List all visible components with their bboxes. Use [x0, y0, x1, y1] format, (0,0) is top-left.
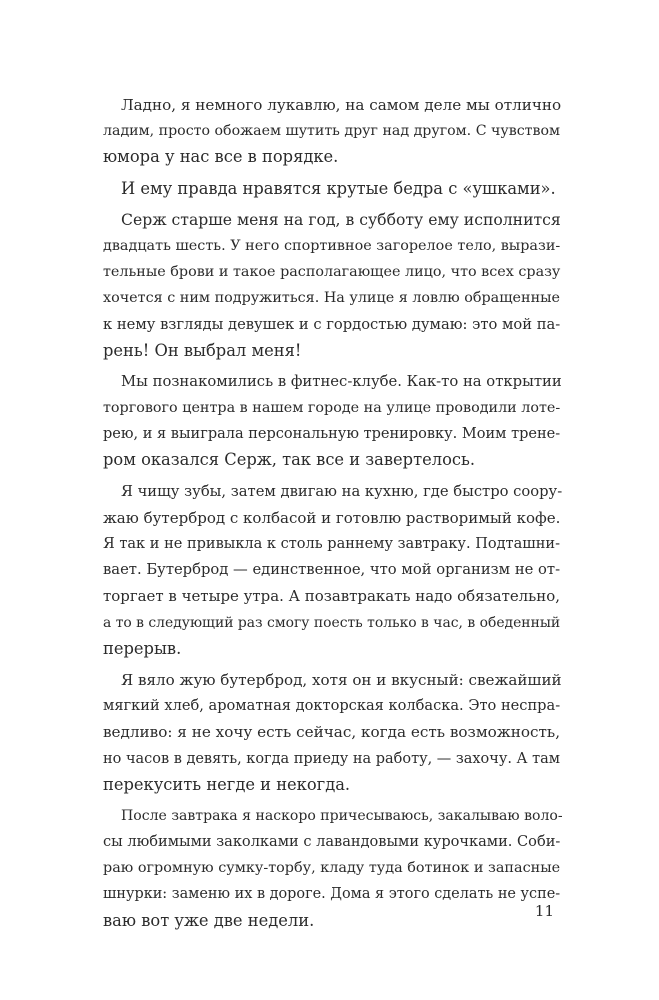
text-line: ваю вот уже две недели. — [103, 910, 315, 930]
text-line: двадцать шесть. У него спортивное загорелое тело, вырази- — [103, 237, 561, 254]
text-line: рею, и я выиграла персональную тренировку. Моим трене- — [103, 426, 561, 443]
text-line: вает. Бутерброд — единственное, что мой организм не от- — [103, 561, 561, 579]
text-line: к нему взгляды девушек и с гордостью думаю: это мой па- — [103, 315, 561, 333]
text-line: перекусить негде и некогда. — [103, 774, 351, 794]
text-line: хочется с ним подружиться. На улице я ловлю обращенные — [103, 290, 561, 307]
text-line: раю огромную сумку-торбу, кладу туда ботинок и запасные — [103, 860, 561, 877]
text-line: шнурки: заменю их в дороге. Дома я этого сделать не успе- — [103, 886, 561, 903]
text-line: тельные брови и такое располагающее лицо, что всех сразу — [103, 264, 561, 281]
text-line: а то в следующий раз смогу поесть только в час, в обеденный — [103, 614, 561, 631]
page-number: 11 — [534, 902, 554, 920]
text-line: но часов в девять, когда приеду на работу, — захочу. А там — [103, 750, 560, 767]
text-line: сы любимыми заколками с лавандовыми курочками. Соби- — [103, 833, 561, 851]
paragraph — [103, 369, 560, 474]
text-line: Мы познакомились в фитнес-клубе. Как-то на открытии — [121, 372, 562, 390]
text-line: торгового центра в нашем городе на улице проводили лоте- — [103, 400, 561, 417]
paragraph — [103, 176, 560, 202]
paragraph — [103, 207, 560, 364]
text-line: рень! Он выбрал меня! — [103, 340, 302, 360]
text-line: После завтрака я наскоро причесываюсь, закалываю воло- — [121, 807, 563, 824]
text-line: юмора у нас все в порядке. — [103, 147, 339, 167]
paragraph — [103, 667, 560, 798]
paragraph — [103, 479, 563, 662]
text-line: Я вяло жую бутерброд, хотя он и вкусный: свежайший — [121, 670, 562, 689]
text-line: ладим, просто обожаем шутить друг над другом. С чувством — [103, 123, 561, 140]
paragraph — [103, 92, 560, 171]
body-text — [103, 92, 563, 934]
text-line: Серж старше меня на год, в субботу ему исполнится — [121, 209, 561, 229]
text-line: жаю бутерброд с колбасой и готовлю растворимый кофе. — [103, 508, 561, 527]
text-line: перерыв. — [103, 638, 182, 658]
text-line: мягкий хлеб, ароматная докторская колбаска. Это неспра- — [103, 697, 561, 715]
text-line: Я чищу зубы, затем двигаю на кухню, где быстро соору- — [121, 482, 563, 500]
paragraph — [103, 803, 563, 934]
text-line: И ему правда нравятся крутые бедра с «ушками». — [121, 178, 556, 198]
text-line: Я так и не привыкла к столь раннему завтраку. Подташни- — [103, 536, 560, 552]
text-line: ром оказался Серж, так все и завертелось. — [103, 450, 476, 470]
text-line: Ладно, я немного лукавлю, на самом деле мы отлично — [121, 96, 562, 114]
text-line: ведливо: я не хочу есть сейчас, когда есть возможность, — [103, 723, 561, 742]
text-line: торгает в четыре утра. А позавтракать надо обязательно, — [103, 587, 560, 606]
